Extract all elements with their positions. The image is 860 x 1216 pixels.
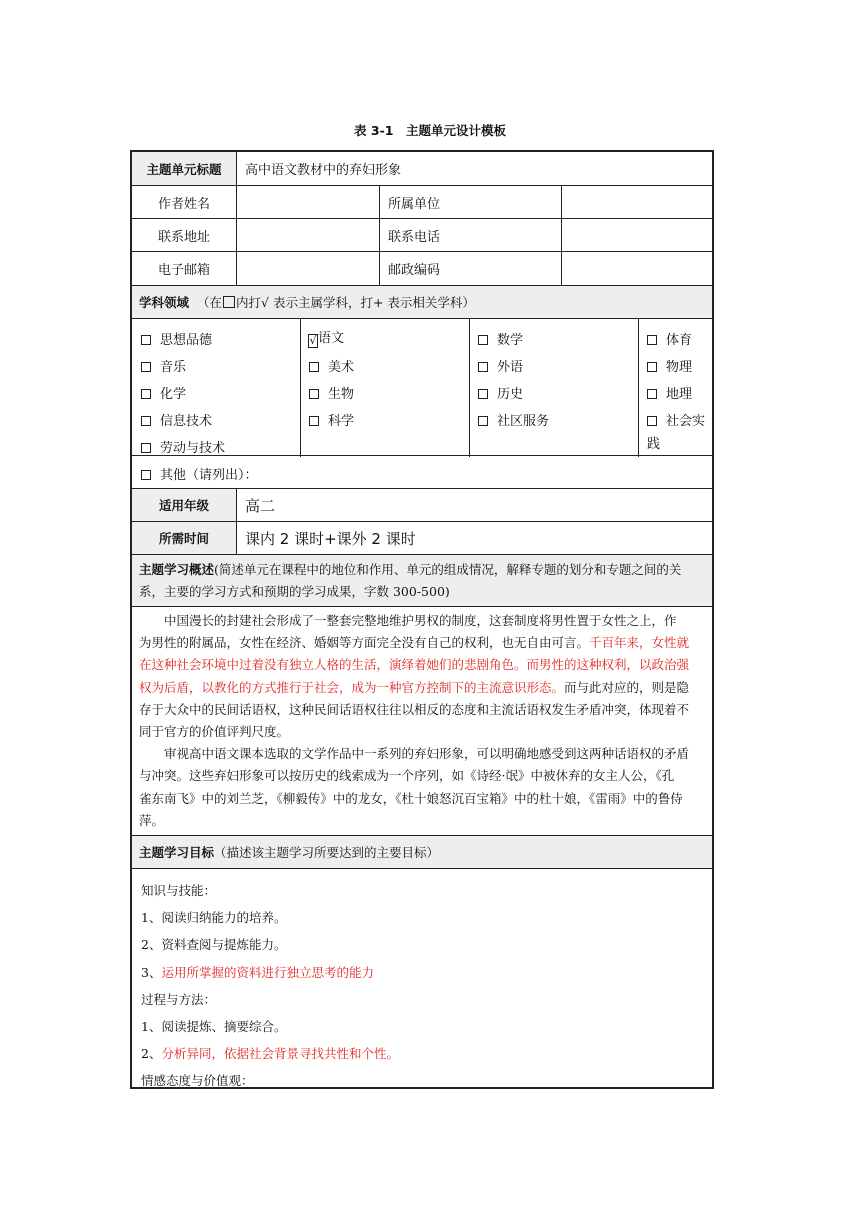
title-row <box>132 152 712 186</box>
checkbox-icon <box>309 362 319 372</box>
goal-number: 3、 <box>141 964 162 980</box>
subject-header-title: 学科领域 <box>139 295 190 310</box>
overview-segment: 存于大众中的民间话语权，这种民间话语权往往以相反的态度和主流话语权发生矛盾冲突，体现着不 <box>139 701 690 717</box>
subject-options <box>132 319 712 456</box>
goal-text: 运用所掌握的资料进行独立思考的能力 <box>161 964 374 980</box>
grade-row <box>132 489 712 522</box>
goal-text: 1、阅读归纳能力的培养。 <box>141 910 287 926</box>
author-label: 作者姓名 <box>157 196 210 212</box>
phone-label: 联系电话 <box>379 219 561 251</box>
overview-highlight: 在这种社会环境中过着没有独立人格的生活，演绎着她们的悲剧角色。而男性的这种权利，以政治强 <box>139 657 690 673</box>
subject-option-science[interactable]: 科学 <box>309 410 354 429</box>
grade-label: 适用年级 <box>132 489 236 521</box>
subject-option-math[interactable]: 数学 <box>478 329 523 348</box>
overview-header-line1: (简述单元在课程中的地位和作用、单元的组成情况，解释专题的划分和专题之间的关 <box>214 562 682 577</box>
overview-header-title: 主题学习概述 <box>139 562 215 577</box>
overview-segment: 为男性的附属品，女性在经济、婚姻等方面完全没有自己的权利，也无自由可言。 <box>139 635 590 651</box>
goal-line <box>141 881 216 899</box>
author-value[interactable] <box>236 186 379 218</box>
author-row <box>132 186 712 219</box>
overview-line <box>139 721 705 743</box>
checkbox-icon <box>647 416 657 426</box>
subject-option-physics[interactable]: 物理 <box>647 356 692 375</box>
overview-line <box>139 654 705 676</box>
checkbox-legend-icon <box>223 296 235 308</box>
goal-line <box>141 1044 399 1062</box>
subject-option-chemistry[interactable]: 化学 <box>141 383 186 402</box>
overview-highlight: 权为后盾，以教化的方式推行于社会，成为一种官方控制下的主流意识形态。 <box>139 679 565 695</box>
subject-option-social-practice[interactable]: 社会实 <box>647 410 705 429</box>
title-label: 主题单元标题 <box>146 161 222 177</box>
subject-option-foreign-language[interactable]: 外语 <box>478 356 523 375</box>
overview-header-line2: 系，主要的学习方式和预期的学习成果，字数 300-500) <box>139 584 450 600</box>
subject-divider <box>638 319 639 457</box>
unit-value[interactable] <box>561 186 712 218</box>
subject-option-it[interactable]: 信息技术 <box>141 410 212 429</box>
overview-line <box>139 677 705 699</box>
goal-text: 过程与方法： <box>141 991 217 1007</box>
overview-segment: 审视高中语文课本选取的文学作品中一系列的弃妇形象，可以明确地感受到这两种话语权的矛盾 <box>139 746 690 762</box>
subject-option-geography[interactable]: 地理 <box>647 383 692 402</box>
checkmark-icon: √ <box>309 334 317 347</box>
goal-text: 1、阅读提炼、摘要综合。 <box>141 1019 287 1034</box>
checkbox-icon <box>141 443 151 453</box>
subject-option-history[interactable]: 历史 <box>478 383 523 402</box>
overview-segment: 中国漫长的封建社会形成了一整套完整地维护男权的制度，这套制度将男性置于女性之上，作 <box>139 613 677 628</box>
checkbox-icon <box>141 389 151 399</box>
subject-option-ethics[interactable]: 思想品德 <box>141 329 212 348</box>
unit-label: 所属单位 <box>379 186 561 218</box>
overview-line <box>139 610 705 632</box>
checkbox-icon <box>141 470 151 480</box>
goal-line <box>141 963 374 981</box>
checkbox-icon <box>478 362 488 372</box>
checkbox-icon <box>647 362 657 372</box>
overview-line <box>139 765 705 787</box>
subject-option-pe[interactable]: 体育 <box>647 329 692 348</box>
overview-segment: 而与此对应的，则是隐 <box>564 679 690 695</box>
checkbox-icon <box>478 389 488 399</box>
subject-header-row <box>132 286 712 319</box>
goal-text: 知识与技能： <box>141 883 217 898</box>
goal-line <box>141 935 286 953</box>
checkbox-icon <box>141 362 151 372</box>
overview-line <box>139 810 705 832</box>
goal-text: 情感态度与价值观： <box>141 1073 254 1089</box>
subject-header <box>132 286 712 318</box>
subject-option-community[interactable]: 社区服务 <box>478 410 549 429</box>
subject-divider <box>469 319 470 457</box>
address-value[interactable] <box>236 219 379 251</box>
other-row <box>132 456 712 489</box>
email-label: 电子邮箱 <box>157 263 210 278</box>
contact-row <box>132 219 712 252</box>
email-value[interactable] <box>236 252 379 285</box>
time-value[interactable]: 课内 2 课时+课外 2 课时 <box>236 522 712 554</box>
overview-highlight: 千百年来，女性就 <box>589 635 690 651</box>
overview-segment: 与冲突。这些弃妇形象可以按历史的线索成为一个序列，如《诗经·氓》中被休弃的女主人公，《孔 <box>139 768 675 784</box>
phone-value[interactable] <box>561 219 712 251</box>
overview-header <box>139 559 705 603</box>
checkbox-icon <box>478 335 488 345</box>
goal-line <box>141 1071 254 1089</box>
overview-text[interactable] <box>139 610 705 832</box>
email-row <box>132 252 712 286</box>
overview-line <box>139 743 705 765</box>
time-label: 所需时间 <box>132 522 236 554</box>
goal-text: 分析异同，依据社会背景寻找共性和个性。 <box>161 1046 399 1062</box>
goal-line <box>141 990 216 1008</box>
time-row <box>132 522 712 555</box>
overview-segment: 雀东南飞》中的刘兰芝，《柳毅传》中的龙女，《杜十娘怒沉百宝箱》中的杜十娘，《雷雨》中的鲁侍 <box>139 790 683 806</box>
overview-line <box>139 632 705 654</box>
postcode-value[interactable] <box>561 252 712 285</box>
overview-line <box>139 699 705 721</box>
checkbox-icon <box>647 389 657 399</box>
overview-body-row <box>132 607 712 836</box>
goals-header-row <box>132 836 712 869</box>
checkbox-icon <box>141 416 151 426</box>
checkbox-icon <box>309 416 319 426</box>
subject-option-art[interactable]: 美术 <box>309 356 354 375</box>
overview-segment: 同于官方的价值评判尺度。 <box>139 724 290 740</box>
postcode-label: 邮政编码 <box>379 252 561 285</box>
checkbox-icon <box>141 335 151 345</box>
grade-value[interactable]: 高二 <box>236 489 712 521</box>
overview-segment: 萍。 <box>139 812 165 828</box>
subject-option-chinese[interactable]: √ 语文 <box>309 331 345 347</box>
goals-header <box>132 836 712 868</box>
subject-header-note-post: 内打√ 表示主属学科，打+ 表示相关学科） <box>236 295 475 310</box>
subject-option-other[interactable]: 其他（请列出）： <box>141 464 258 483</box>
subject-option-labor[interactable]: 劳动与技术 <box>141 437 225 456</box>
goal-line <box>141 908 286 926</box>
overview-header-row <box>132 555 712 607</box>
checkbox-icon <box>647 335 657 345</box>
subject-option-music[interactable]: 音乐 <box>141 356 186 375</box>
checkbox-icon <box>309 389 319 399</box>
goals-header-title: 主题学习目标 <box>139 845 215 860</box>
design-template-table <box>130 150 714 1089</box>
subject-option-social-practice-wrap: 践 <box>647 437 661 452</box>
overview-line <box>139 788 705 810</box>
goals-header-note: （描述该主题学习所要达到的主要目标） <box>214 845 440 860</box>
subject-divider <box>300 319 301 457</box>
goal-line <box>141 1017 286 1035</box>
checkbox-icon <box>478 416 488 426</box>
address-label: 联系地址 <box>157 229 210 245</box>
goal-text: 2、资料查阅与提炼能力。 <box>141 937 287 953</box>
title-value[interactable]: 高中语文教材中的弃妇形象 <box>236 152 712 185</box>
subject-header-note-pre: （在 <box>197 295 223 310</box>
table-caption: 表 3-1 主题单元设计模板 <box>354 123 506 138</box>
goal-number: 2、 <box>141 1046 162 1062</box>
subject-option-biology[interactable]: 生物 <box>309 383 354 402</box>
goals-body-row[interactable] <box>132 869 712 1087</box>
